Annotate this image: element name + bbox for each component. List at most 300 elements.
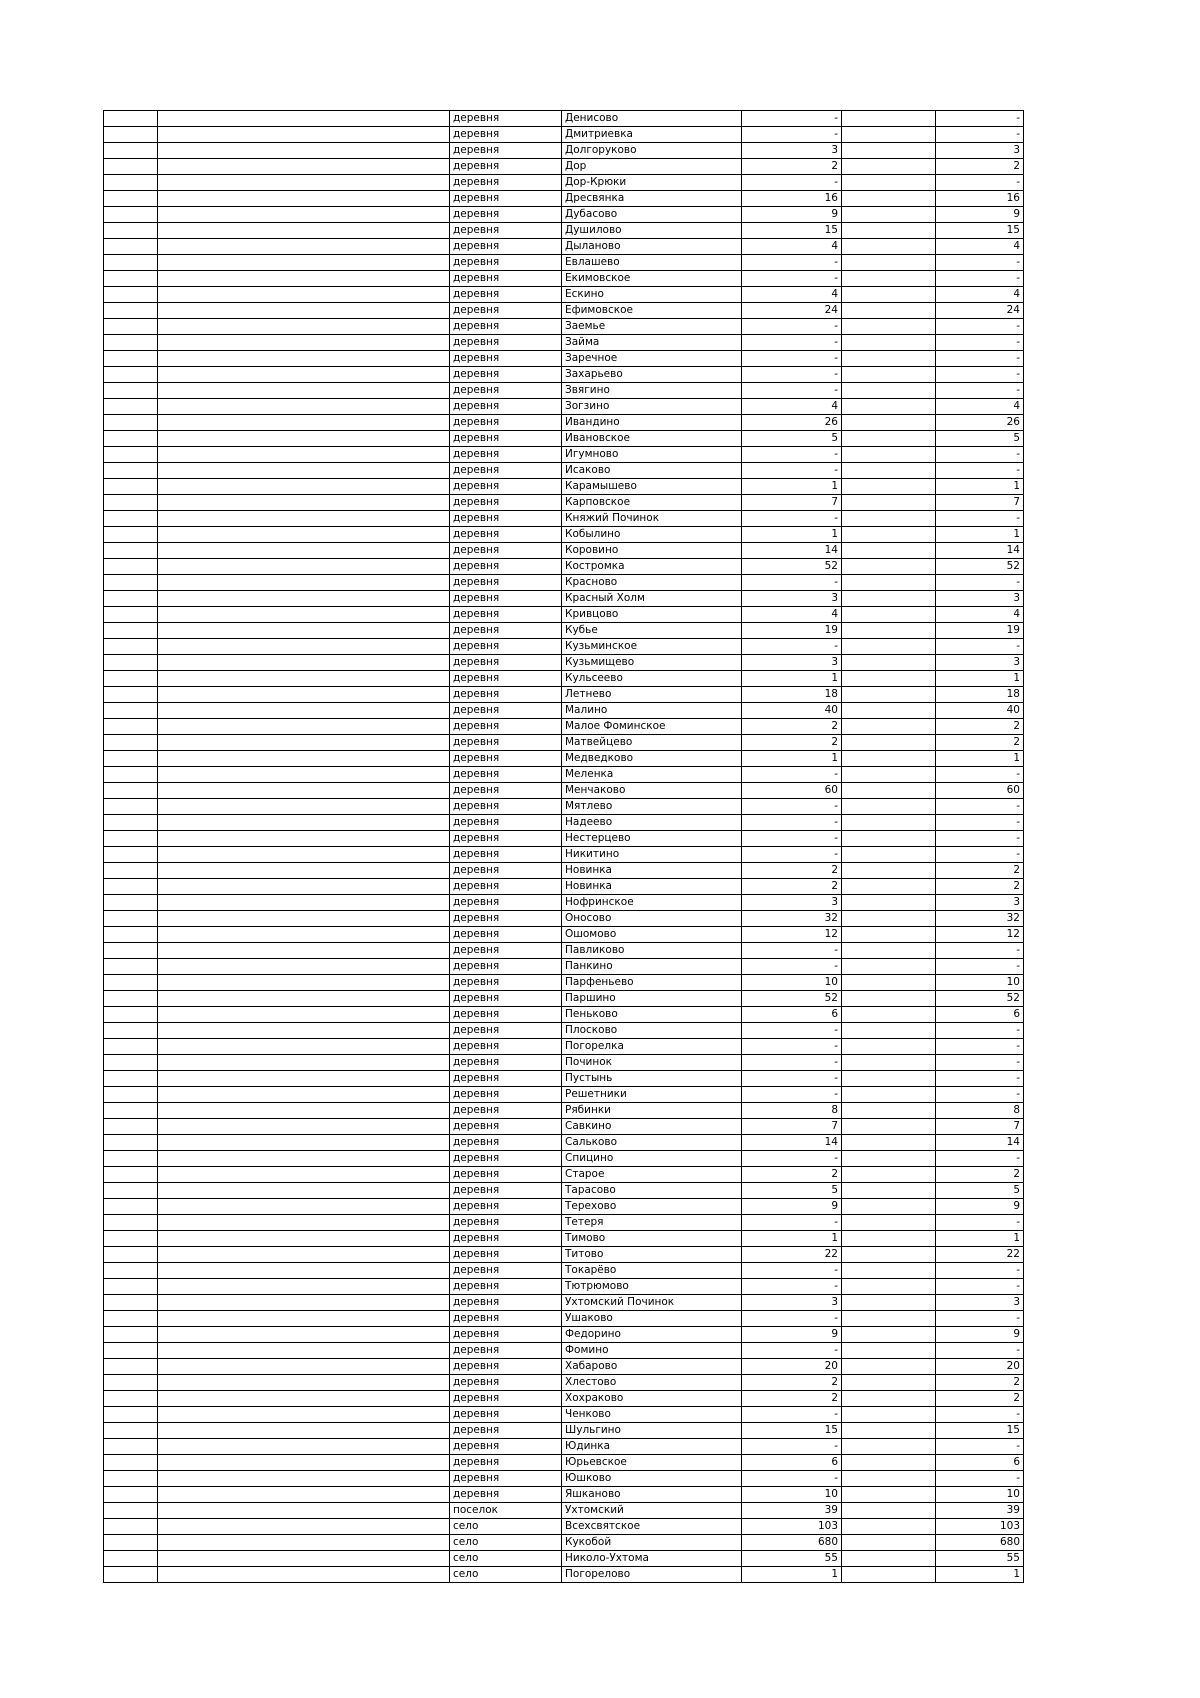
empty-cell-a xyxy=(104,303,158,319)
empty-cell-c xyxy=(842,1215,936,1231)
settlement-type-cell: деревня xyxy=(450,527,562,543)
settlement-type-cell: деревня xyxy=(450,1023,562,1039)
empty-cell-c xyxy=(842,1247,936,1263)
count-cell: - xyxy=(742,815,842,831)
empty-cell-c xyxy=(842,511,936,527)
settlement-name-cell: Зогзино xyxy=(562,399,742,415)
settlement-name-cell: Костромка xyxy=(562,559,742,575)
settlement-name-cell: Исаково xyxy=(562,463,742,479)
settlement-name-cell: Савкино xyxy=(562,1119,742,1135)
empty-cell-b xyxy=(158,319,450,335)
count-cell: 3 xyxy=(742,895,842,911)
empty-cell-c xyxy=(842,1103,936,1119)
count-cell: 1 xyxy=(742,671,842,687)
empty-cell-a xyxy=(104,239,158,255)
count-cell: 20 xyxy=(742,1359,842,1375)
settlement-type-cell: деревня xyxy=(450,863,562,879)
total-cell: 12 xyxy=(936,927,1024,943)
table-row xyxy=(104,127,1024,143)
settlement-name-cell: Медведково xyxy=(562,751,742,767)
empty-cell-b xyxy=(158,191,450,207)
settlement-type-cell: деревня xyxy=(450,991,562,1007)
empty-cell-c xyxy=(842,1503,936,1519)
count-cell: 39 xyxy=(742,1503,842,1519)
empty-cell-c xyxy=(842,1535,936,1551)
empty-cell-b xyxy=(158,687,450,703)
empty-cell-c xyxy=(842,271,936,287)
settlement-type-cell: деревня xyxy=(450,1071,562,1087)
count-cell: 16 xyxy=(742,191,842,207)
count-cell: 5 xyxy=(742,1183,842,1199)
table-row xyxy=(104,383,1024,399)
empty-cell-c xyxy=(842,415,936,431)
empty-cell-a xyxy=(104,271,158,287)
settlement-type-cell: деревня xyxy=(450,671,562,687)
settlement-name-cell: Кукобой xyxy=(562,1535,742,1551)
settlement-name-cell: Шульгино xyxy=(562,1423,742,1439)
table-row xyxy=(104,895,1024,911)
empty-cell-b xyxy=(158,1183,450,1199)
empty-cell-a xyxy=(104,1215,158,1231)
empty-cell-b xyxy=(158,111,450,127)
count-cell: - xyxy=(742,127,842,143)
empty-cell-c xyxy=(842,287,936,303)
empty-cell-a xyxy=(104,1279,158,1295)
table-row xyxy=(104,751,1024,767)
empty-cell-a xyxy=(104,1311,158,1327)
settlement-type-cell: деревня xyxy=(450,767,562,783)
empty-cell-b xyxy=(158,1263,450,1279)
empty-cell-b xyxy=(158,831,450,847)
empty-cell-b xyxy=(158,127,450,143)
settlement-type-cell: деревня xyxy=(450,751,562,767)
empty-cell-b xyxy=(158,1135,450,1151)
total-cell: - xyxy=(936,943,1024,959)
count-cell: 1 xyxy=(742,751,842,767)
table-row xyxy=(104,175,1024,191)
settlement-type-cell: деревня xyxy=(450,847,562,863)
total-cell: - xyxy=(936,319,1024,335)
table-row xyxy=(104,1295,1024,1311)
empty-cell-b xyxy=(158,1567,450,1583)
count-cell: - xyxy=(742,1087,842,1103)
count-cell: 1 xyxy=(742,527,842,543)
empty-cell-b xyxy=(158,479,450,495)
settlement-type-cell: деревня xyxy=(450,447,562,463)
empty-cell-b xyxy=(158,591,450,607)
table-row xyxy=(104,623,1024,639)
settlement-name-cell: Кузьминское xyxy=(562,639,742,655)
total-cell: 6 xyxy=(936,1455,1024,1471)
count-cell: 3 xyxy=(742,655,842,671)
empty-cell-c xyxy=(842,847,936,863)
empty-cell-a xyxy=(104,511,158,527)
empty-cell-b xyxy=(158,1471,450,1487)
empty-cell-c xyxy=(842,319,936,335)
total-cell: 1 xyxy=(936,479,1024,495)
empty-cell-a xyxy=(104,1135,158,1151)
empty-cell-c xyxy=(842,1199,936,1215)
empty-cell-a xyxy=(104,495,158,511)
empty-cell-c xyxy=(842,223,936,239)
table-body xyxy=(104,111,1024,1583)
count-cell: 3 xyxy=(742,1295,842,1311)
total-cell: - xyxy=(936,1087,1024,1103)
settlement-type-cell: деревня xyxy=(450,799,562,815)
empty-cell-c xyxy=(842,1471,936,1487)
settlement-name-cell: Нестерцево xyxy=(562,831,742,847)
empty-cell-b xyxy=(158,367,450,383)
settlement-type-cell: поселок xyxy=(450,1503,562,1519)
count-cell: - xyxy=(742,767,842,783)
empty-cell-a xyxy=(104,911,158,927)
empty-cell-b xyxy=(158,975,450,991)
settlement-type-cell: деревня xyxy=(450,111,562,127)
settlement-name-cell: Екимовское xyxy=(562,271,742,287)
table-row xyxy=(104,799,1024,815)
empty-cell-a xyxy=(104,1151,158,1167)
count-cell: - xyxy=(742,1071,842,1087)
empty-cell-a xyxy=(104,1423,158,1439)
table-row xyxy=(104,1519,1024,1535)
empty-cell-b xyxy=(158,799,450,815)
empty-cell-b xyxy=(158,671,450,687)
settlement-type-cell: деревня xyxy=(450,1215,562,1231)
total-cell: 5 xyxy=(936,1183,1024,1199)
empty-cell-b xyxy=(158,1455,450,1471)
empty-cell-b xyxy=(158,1167,450,1183)
table-row xyxy=(104,911,1024,927)
settlement-name-cell: Малое Фоминское xyxy=(562,719,742,735)
total-cell: - xyxy=(936,127,1024,143)
table-row xyxy=(104,639,1024,655)
empty-cell-b xyxy=(158,703,450,719)
count-cell: - xyxy=(742,367,842,383)
settlement-type-cell: деревня xyxy=(450,815,562,831)
empty-cell-b xyxy=(158,143,450,159)
table-row xyxy=(104,527,1024,543)
count-cell: 52 xyxy=(742,559,842,575)
total-cell: 19 xyxy=(936,623,1024,639)
empty-cell-a xyxy=(104,1487,158,1503)
settlement-name-cell: Кубье xyxy=(562,623,742,639)
count-cell: - xyxy=(742,1343,842,1359)
table-row xyxy=(104,319,1024,335)
empty-cell-a xyxy=(104,703,158,719)
total-cell: - xyxy=(936,799,1024,815)
total-cell: - xyxy=(936,1023,1024,1039)
total-cell: 26 xyxy=(936,415,1024,431)
settlement-name-cell: Мятлево xyxy=(562,799,742,815)
count-cell: - xyxy=(742,319,842,335)
empty-cell-c xyxy=(842,799,936,815)
total-cell: 3 xyxy=(936,895,1024,911)
settlement-name-cell: Хабарово xyxy=(562,1359,742,1375)
table-row xyxy=(104,1343,1024,1359)
total-cell: 14 xyxy=(936,1135,1024,1151)
empty-cell-a xyxy=(104,1183,158,1199)
empty-cell-b xyxy=(158,959,450,975)
empty-cell-b xyxy=(158,1343,450,1359)
total-cell: 9 xyxy=(936,207,1024,223)
count-cell: 4 xyxy=(742,399,842,415)
count-cell: - xyxy=(742,799,842,815)
empty-cell-a xyxy=(104,767,158,783)
empty-cell-c xyxy=(842,143,936,159)
empty-cell-a xyxy=(104,895,158,911)
empty-cell-c xyxy=(842,239,936,255)
empty-cell-c xyxy=(842,1023,936,1039)
empty-cell-a xyxy=(104,991,158,1007)
table-row xyxy=(104,815,1024,831)
settlement-name-cell: Пустынь xyxy=(562,1071,742,1087)
empty-cell-b xyxy=(158,223,450,239)
total-cell: 103 xyxy=(936,1519,1024,1535)
total-cell: - xyxy=(936,1151,1024,1167)
empty-cell-a xyxy=(104,975,158,991)
settlement-type-cell: деревня xyxy=(450,1295,562,1311)
count-cell: 52 xyxy=(742,991,842,1007)
empty-cell-a xyxy=(104,1023,158,1039)
empty-cell-a xyxy=(104,687,158,703)
total-cell: - xyxy=(936,511,1024,527)
settlement-type-cell: деревня xyxy=(450,623,562,639)
settlement-name-cell: Дресвянка xyxy=(562,191,742,207)
empty-cell-b xyxy=(158,1055,450,1071)
settlement-type-cell: деревня xyxy=(450,1183,562,1199)
empty-cell-c xyxy=(842,383,936,399)
table-row xyxy=(104,1407,1024,1423)
empty-cell-a xyxy=(104,415,158,431)
empty-cell-b xyxy=(158,415,450,431)
empty-cell-a xyxy=(104,207,158,223)
empty-cell-c xyxy=(842,527,936,543)
count-cell: - xyxy=(742,1039,842,1055)
settlement-type-cell: деревня xyxy=(450,1007,562,1023)
count-cell: - xyxy=(742,1151,842,1167)
empty-cell-c xyxy=(842,1231,936,1247)
total-cell: - xyxy=(936,1311,1024,1327)
empty-cell-b xyxy=(158,351,450,367)
settlement-type-cell: деревня xyxy=(450,271,562,287)
table-row xyxy=(104,767,1024,783)
count-cell: - xyxy=(742,1311,842,1327)
settlement-name-cell: Захарьево xyxy=(562,367,742,383)
settlement-name-cell: Ченково xyxy=(562,1407,742,1423)
table-row xyxy=(104,255,1024,271)
empty-cell-c xyxy=(842,767,936,783)
total-cell: 55 xyxy=(936,1551,1024,1567)
empty-cell-b xyxy=(158,879,450,895)
settlement-type-cell: деревня xyxy=(450,1487,562,1503)
total-cell: 14 xyxy=(936,543,1024,559)
total-cell: - xyxy=(936,271,1024,287)
empty-cell-c xyxy=(842,879,936,895)
empty-cell-c xyxy=(842,303,936,319)
table-row xyxy=(104,1039,1024,1055)
count-cell: 2 xyxy=(742,863,842,879)
settlement-type-cell: деревня xyxy=(450,255,562,271)
table-row xyxy=(104,335,1024,351)
count-cell: 6 xyxy=(742,1455,842,1471)
count-cell: - xyxy=(742,335,842,351)
empty-cell-c xyxy=(842,1119,936,1135)
count-cell: 26 xyxy=(742,415,842,431)
table-row xyxy=(104,239,1024,255)
count-cell: 4 xyxy=(742,287,842,303)
empty-cell-c xyxy=(842,1263,936,1279)
empty-cell-a xyxy=(104,319,158,335)
settlement-name-cell: Денисово xyxy=(562,111,742,127)
empty-cell-c xyxy=(842,1007,936,1023)
total-cell: - xyxy=(936,959,1024,975)
table-row xyxy=(104,1023,1024,1039)
count-cell: - xyxy=(742,1279,842,1295)
settlement-type-cell: деревня xyxy=(450,303,562,319)
count-cell: - xyxy=(742,111,842,127)
settlement-type-cell: деревня xyxy=(450,1103,562,1119)
total-cell: 18 xyxy=(936,687,1024,703)
empty-cell-a xyxy=(104,1567,158,1583)
table-row xyxy=(104,1327,1024,1343)
table-row xyxy=(104,1391,1024,1407)
count-cell: - xyxy=(742,639,842,655)
count-cell: - xyxy=(742,1263,842,1279)
count-cell: - xyxy=(742,943,842,959)
settlement-name-cell: Княжий Починок xyxy=(562,511,742,527)
total-cell: 2 xyxy=(936,879,1024,895)
empty-cell-b xyxy=(158,1199,450,1215)
empty-cell-c xyxy=(842,623,936,639)
empty-cell-b xyxy=(158,175,450,191)
empty-cell-c xyxy=(842,367,936,383)
total-cell: 2 xyxy=(936,863,1024,879)
table-row xyxy=(104,1071,1024,1087)
table-row xyxy=(104,399,1024,415)
table-row xyxy=(104,511,1024,527)
table-row xyxy=(104,1375,1024,1391)
settlement-type-cell: деревня xyxy=(450,591,562,607)
empty-cell-b xyxy=(158,1487,450,1503)
empty-cell-a xyxy=(104,591,158,607)
total-cell: - xyxy=(936,1215,1024,1231)
settlement-type-cell: деревня xyxy=(450,1247,562,1263)
empty-cell-b xyxy=(158,1247,450,1263)
total-cell: - xyxy=(936,367,1024,383)
settlement-name-cell: Плосково xyxy=(562,1023,742,1039)
total-cell: 4 xyxy=(936,607,1024,623)
count-cell: - xyxy=(742,271,842,287)
empty-cell-b xyxy=(158,863,450,879)
total-cell: - xyxy=(936,639,1024,655)
empty-cell-c xyxy=(842,1071,936,1087)
count-cell: 3 xyxy=(742,143,842,159)
empty-cell-c xyxy=(842,1551,936,1567)
table-row xyxy=(104,1471,1024,1487)
settlement-name-cell: Красный Холм xyxy=(562,591,742,607)
empty-cell-b xyxy=(158,1359,450,1375)
settlement-name-cell: Паршино xyxy=(562,991,742,1007)
total-cell: - xyxy=(936,831,1024,847)
settlement-type-cell: деревня xyxy=(450,319,562,335)
table-row xyxy=(104,1087,1024,1103)
table-row xyxy=(104,975,1024,991)
count-cell: 2 xyxy=(742,1391,842,1407)
empty-cell-a xyxy=(104,575,158,591)
empty-cell-b xyxy=(158,607,450,623)
empty-cell-c xyxy=(842,671,936,687)
table-row xyxy=(104,847,1024,863)
count-cell: 6 xyxy=(742,1007,842,1023)
total-cell: 2 xyxy=(936,1167,1024,1183)
empty-cell-b xyxy=(158,207,450,223)
settlement-type-cell: деревня xyxy=(450,895,562,911)
settlement-type-cell: деревня xyxy=(450,1119,562,1135)
empty-cell-b xyxy=(158,895,450,911)
empty-cell-b xyxy=(158,1087,450,1103)
settlement-type-cell: деревня xyxy=(450,543,562,559)
table-row xyxy=(104,223,1024,239)
settlement-name-cell: Тимово xyxy=(562,1231,742,1247)
settlement-type-cell: деревня xyxy=(450,399,562,415)
count-cell: 2 xyxy=(742,879,842,895)
settlement-type-cell: деревня xyxy=(450,1391,562,1407)
empty-cell-a xyxy=(104,351,158,367)
empty-cell-c xyxy=(842,751,936,767)
empty-cell-b xyxy=(158,1119,450,1135)
empty-cell-a xyxy=(104,1359,158,1375)
settlement-type-cell: деревня xyxy=(450,511,562,527)
total-cell: 2 xyxy=(936,735,1024,751)
empty-cell-a xyxy=(104,1455,158,1471)
settlement-type-cell: деревня xyxy=(450,975,562,991)
empty-cell-b xyxy=(158,463,450,479)
empty-cell-b xyxy=(158,1151,450,1167)
empty-cell-b xyxy=(158,1423,450,1439)
count-cell: 22 xyxy=(742,1247,842,1263)
empty-cell-c xyxy=(842,191,936,207)
empty-cell-b xyxy=(158,399,450,415)
total-cell: 52 xyxy=(936,991,1024,1007)
count-cell: 4 xyxy=(742,607,842,623)
table-row xyxy=(104,1103,1024,1119)
empty-cell-a xyxy=(104,607,158,623)
settlement-name-cell: Погорелово xyxy=(562,1567,742,1583)
count-cell: 19 xyxy=(742,623,842,639)
total-cell: - xyxy=(936,847,1024,863)
settlement-name-cell: Ухтомский Починок xyxy=(562,1295,742,1311)
table-row xyxy=(104,575,1024,591)
count-cell: - xyxy=(742,351,842,367)
empty-cell-b xyxy=(158,1007,450,1023)
empty-cell-a xyxy=(104,175,158,191)
settlement-type-cell: село xyxy=(450,1519,562,1535)
table-row xyxy=(104,543,1024,559)
settlement-name-cell: Починок xyxy=(562,1055,742,1071)
total-cell: - xyxy=(936,111,1024,127)
empty-cell-b xyxy=(158,767,450,783)
empty-cell-c xyxy=(842,735,936,751)
table-row xyxy=(104,447,1024,463)
total-cell: 4 xyxy=(936,399,1024,415)
settlement-name-cell: Хлестово xyxy=(562,1375,742,1391)
table-row xyxy=(104,1263,1024,1279)
empty-cell-a xyxy=(104,655,158,671)
empty-cell-c xyxy=(842,831,936,847)
count-cell: - xyxy=(742,1023,842,1039)
empty-cell-b xyxy=(158,1279,450,1295)
table-row xyxy=(104,719,1024,735)
